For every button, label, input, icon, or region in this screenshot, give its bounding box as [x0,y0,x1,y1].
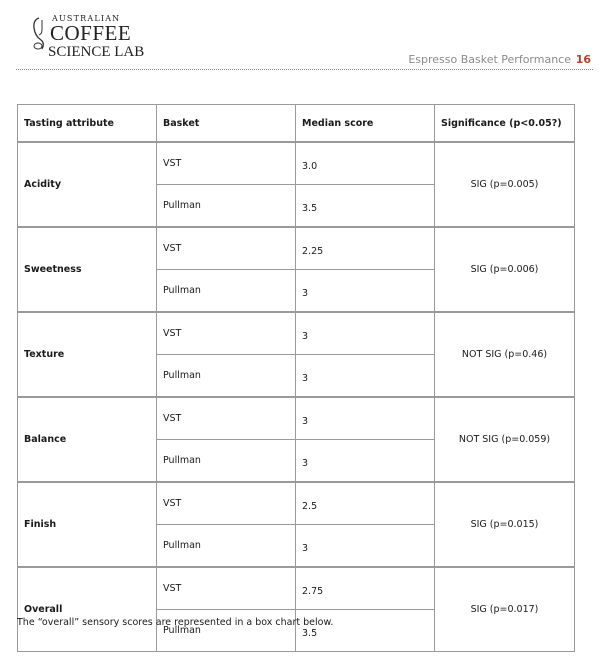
significance-cell: NOT SIG (p=0.46) [435,312,575,397]
column-header-median: Median score [296,105,435,143]
basket-cell: Pullman [157,355,296,398]
logo-line-2: COFFEE [50,21,132,45]
attribute-cell: Texture [18,312,157,397]
basket-cell: Pullman [157,185,296,228]
page-number: 16 [575,53,591,66]
table-row [18,482,575,525]
attribute-cell: Sweetness [18,227,157,312]
basket-cell: VST [157,312,296,355]
basket-cell: VST [157,227,296,270]
median-cell: 3 [296,312,435,355]
basket-cell: Pullman [157,610,296,652]
table-header-row [18,105,575,143]
header-title: Espresso Basket Performance [408,53,571,66]
median-cell: 3 [296,397,435,440]
basket-cell: VST [157,397,296,440]
basket-cell: VST [157,142,296,185]
logo-line-1: AUSTRALIAN [52,14,121,23]
significance-cell: SIG (p=0.006) [435,227,575,312]
significance-cell: SIG (p=0.015) [435,482,575,567]
median-cell: 3 [296,440,435,483]
attribute-cell: Finish [18,482,157,567]
basket-cell: VST [157,567,296,610]
table-row [18,227,575,270]
significance-cell: SIG (p=0.017) [435,567,575,652]
attribute-cell: Acidity [18,142,157,227]
header-divider [16,69,593,70]
table-row [18,142,575,185]
column-header-significance: Significance (p<0.05?) [435,105,575,143]
median-cell: 2.75 [296,567,435,610]
coffee-bean-icon [30,16,48,52]
table-row [18,567,575,610]
table-row [18,312,575,355]
median-cell: 2.5 [296,482,435,525]
basket-cell: Pullman [157,525,296,568]
basket-cell: VST [157,482,296,525]
table-row [18,397,575,440]
column-header-basket: Basket [157,105,296,143]
logo-line-3: SCIENCE LAB [48,44,145,60]
attribute-cell: Overall [18,567,157,652]
sensory-results-table [17,104,575,652]
median-cell: 3.0 [296,142,435,185]
median-cell: 2.25 [296,227,435,270]
significance-cell: SIG (p=0.005) [435,142,575,227]
significance-cell: NOT SIG (p=0.059) [435,397,575,482]
median-cell: 3 [296,355,435,398]
basket-cell: Pullman [157,270,296,313]
basket-cell: Pullman [157,440,296,483]
footnote: The “overall” sensory scores are represented in a box chart below. [17,617,334,628]
median-cell: 3.5 [296,610,435,652]
median-cell: 3 [296,525,435,568]
attribute-cell: Balance [18,397,157,482]
logo [30,12,150,62]
column-header-attribute: Tasting attribute [18,105,157,143]
median-cell: 3.5 [296,185,435,228]
median-cell: 3 [296,270,435,313]
